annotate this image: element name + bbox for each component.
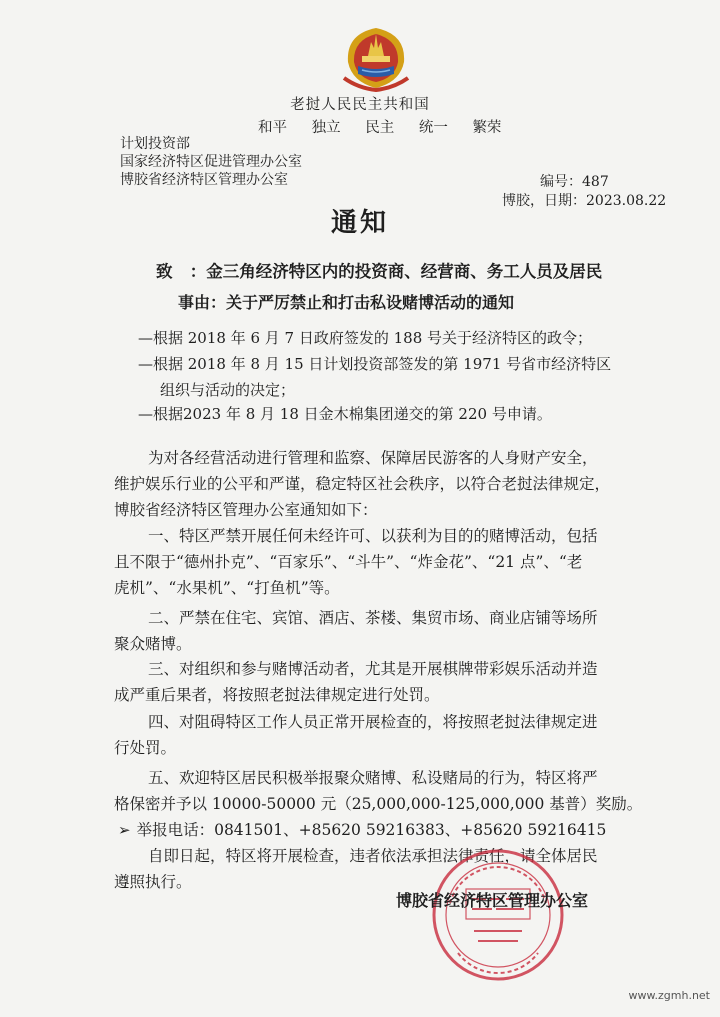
subject-line: 事由：关于严厉禁止和打击私设赌博活动的通知 xyxy=(178,293,515,312)
legal-basis-line: 组织与活动的决定； xyxy=(160,381,296,399)
legal-basis-line: —根据2023 年 8 月 18 日金木棉集团递交的第 220 号申请。 xyxy=(138,405,552,423)
intro-line: 为对各经营活动进行管理和监察、保障居民游客的人身财产安全， xyxy=(148,449,598,467)
motto-word: 和平 xyxy=(258,120,287,136)
closing-line: 遵照执行。 xyxy=(114,873,192,891)
site-watermark: www.zgmh.net xyxy=(628,989,710,1002)
intro-line: 博胶省经济特区管理办公室通知如下： xyxy=(114,501,378,519)
issuer-line: 博胶省经济特区管理办公室 xyxy=(120,172,288,188)
item-line: 行处罚。 xyxy=(114,739,177,757)
item-line: 五、欢迎特区居民积极举报聚众赌博、私设赌局的行为，特区将严 xyxy=(148,769,598,787)
item-line: 四、对阻碍特区工作人员正常开展检查的，将按照老挝法律规定进 xyxy=(148,713,598,731)
pointing-hand-icon: ➢ xyxy=(118,821,131,839)
item-line: 虎机”、“水果机”、“打鱼机”等。 xyxy=(114,579,340,597)
country-name: 老挝人民民主共和国 xyxy=(290,97,430,113)
official-seal-stamp-icon xyxy=(428,845,568,985)
motto-word: 繁荣 xyxy=(472,120,502,136)
addressee-text: ：金三角经济特区内的投资商、经营商、务工人员及居民 xyxy=(189,262,603,281)
hotline-line xyxy=(118,818,606,840)
item-line: 聚众赌博。 xyxy=(114,635,192,653)
intro-line: 维护娱乐行业的公平和严谨，稳定特区社会秩序，以符合老挝法律规定， xyxy=(114,475,611,493)
item-line: 格保密并予以 10000-50000 元（25,000,000-125,000,000 基普）奖励。 xyxy=(114,795,643,813)
national-motto xyxy=(258,116,521,137)
document-date: 博胶，日期：2023.08.22 xyxy=(502,193,667,209)
motto-word: 统一 xyxy=(418,120,448,136)
motto-word: 独立 xyxy=(311,120,341,136)
signatory-office: 博胶省经济特区管理办公室 xyxy=(396,891,589,910)
closing-line: 自即日起，特区将开展检查，违者依法承担法律责任，请全体居民 xyxy=(148,847,598,865)
item-line: 且不限于“德州扑克”、“百家乐”、“斗牛”、“炸金花”、“21 点”、“老 xyxy=(114,553,583,571)
addressee-label: 致 xyxy=(156,262,173,281)
addressee-line xyxy=(156,258,602,282)
document-title: 通知 xyxy=(330,208,389,238)
item-line: 三、对组织和参与赌博活动者，尤其是开展棋牌带彩娱乐活动并造 xyxy=(148,660,598,678)
motto-word: 民主 xyxy=(365,120,395,136)
item-line: 一、特区严禁开展任何未经许可、以获利为目的的赌博活动，包括 xyxy=(148,527,598,545)
document-number: 编号：487 xyxy=(540,174,609,190)
item-line: 成严重后果者，将按照老挝法律规定进行处罚。 xyxy=(114,686,440,704)
legal-basis-line: —根据 2018 年 6 月 7 日政府签发的 188 号关于经济特区的政令； xyxy=(138,329,593,347)
lao-national-emblem-icon xyxy=(338,22,414,92)
issuer-line: 计划投资部 xyxy=(120,136,190,152)
hotline-text: 举报电话：0841501、+85620 59216383、+85620 59216415 xyxy=(136,821,607,839)
item-line: 二、严禁在住宅、宾馆、酒店、茶楼、集贸市场、商业店铺等场所 xyxy=(148,609,598,627)
issuer-line: 国家经济特区促进管理办公室 xyxy=(120,154,302,170)
legal-basis-line: —根据 2018 年 8 月 15 日计划投资部签发的第 1971 号省市经济特区 xyxy=(138,355,612,373)
